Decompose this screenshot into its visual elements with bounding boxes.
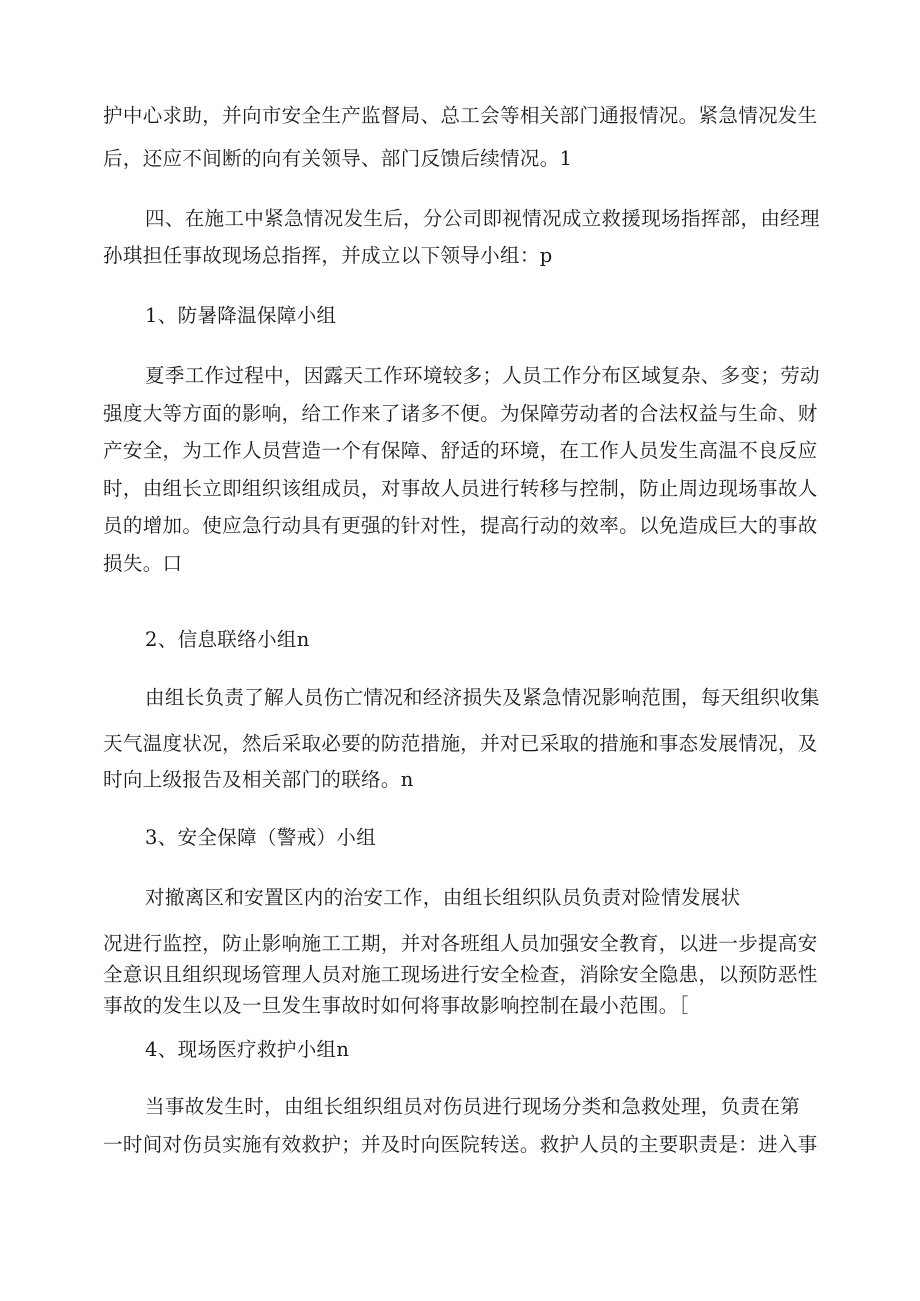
paragraph-line: 对撤离区和安置区内的治安工作，由组长组织队员负责对险情发展状 — [145, 886, 741, 909]
paragraph-line: 员的增加。使应急行动具有更强的针对性，提高行动的效率。以免造成巨大的事故 — [103, 514, 818, 537]
section-heading: 1、防暑降温保障小组 — [145, 304, 337, 327]
paragraph-line: 时，由组长立即组织该组成员，对事故人员进行转移与控制，防止周边现场事故人 — [103, 477, 818, 500]
paragraph-line: 况进行监控，防止影响施工工期，并对各班组人员加强安全教育，以进一步提高安 — [103, 932, 818, 955]
paragraph-line: 事故的发生以及一旦发生事故时如何将事故影响控制在最小范围。［ — [103, 994, 689, 1017]
paragraph-line: 强度大等方面的影响，给工作来了诸多不便。为保障劳动者的合法权益与生命、财 — [103, 402, 818, 425]
paragraph-line: 护中心求助，并向市安全生产监督局、总工会等相关部门通报情况。紧急情况发生 — [103, 104, 818, 127]
paragraph-line: 后，还应不间断的向有关领导、部门反馈后续情况。1 — [103, 147, 573, 170]
paragraph-line: 夏季工作过程中，因露天工作环境较多；人员工作分布区域复杂、多变；劳动 — [145, 364, 820, 387]
paragraph-line: 孙琪担任事故现场总指挥，并成立以下领导小组：p — [103, 244, 553, 267]
paragraph-line: 一时间对伤员实施有效救护；并及时向医院转送。救护人员的主要职责是：进入事 — [103, 1133, 818, 1156]
section-heading: 3、安全保障（警戒）小组 — [145, 826, 377, 849]
paragraph-line: 四、在施工中紧急情况发生后，分公司即视情况成立救援现场指挥部，由经理 — [145, 207, 820, 230]
paragraph-line: 产安全，为工作人员营造一个有保障、舒适的环境，在工作人员发生高温不良反应 — [103, 439, 818, 462]
section-heading: 4、现场医疗救护小组n — [145, 1038, 350, 1061]
section-heading: 2、信息联络小组n — [145, 628, 310, 651]
paragraph-line: 时向上级报告及相关部门的联络。n — [103, 768, 414, 791]
paragraph-line: 天气温度状况，然后采取必要的防范措施，并对已采取的措施和事态发展情况，及 — [103, 732, 818, 755]
paragraph-line: 由组长负责了解人员伤亡情况和经济损失及紧急情况影响范围，每天组织收集 — [145, 686, 820, 709]
paragraph-line: 全意识且组织现场管理人员对施工现场进行安全检查，消除安全隐患，以预防恶性 — [103, 963, 818, 986]
paragraph-line: 损失。口 — [103, 552, 183, 575]
paragraph-line: 当事故发生时，由组长组织组员对伤员进行现场分类和急救处理，负责在第 — [145, 1095, 801, 1118]
